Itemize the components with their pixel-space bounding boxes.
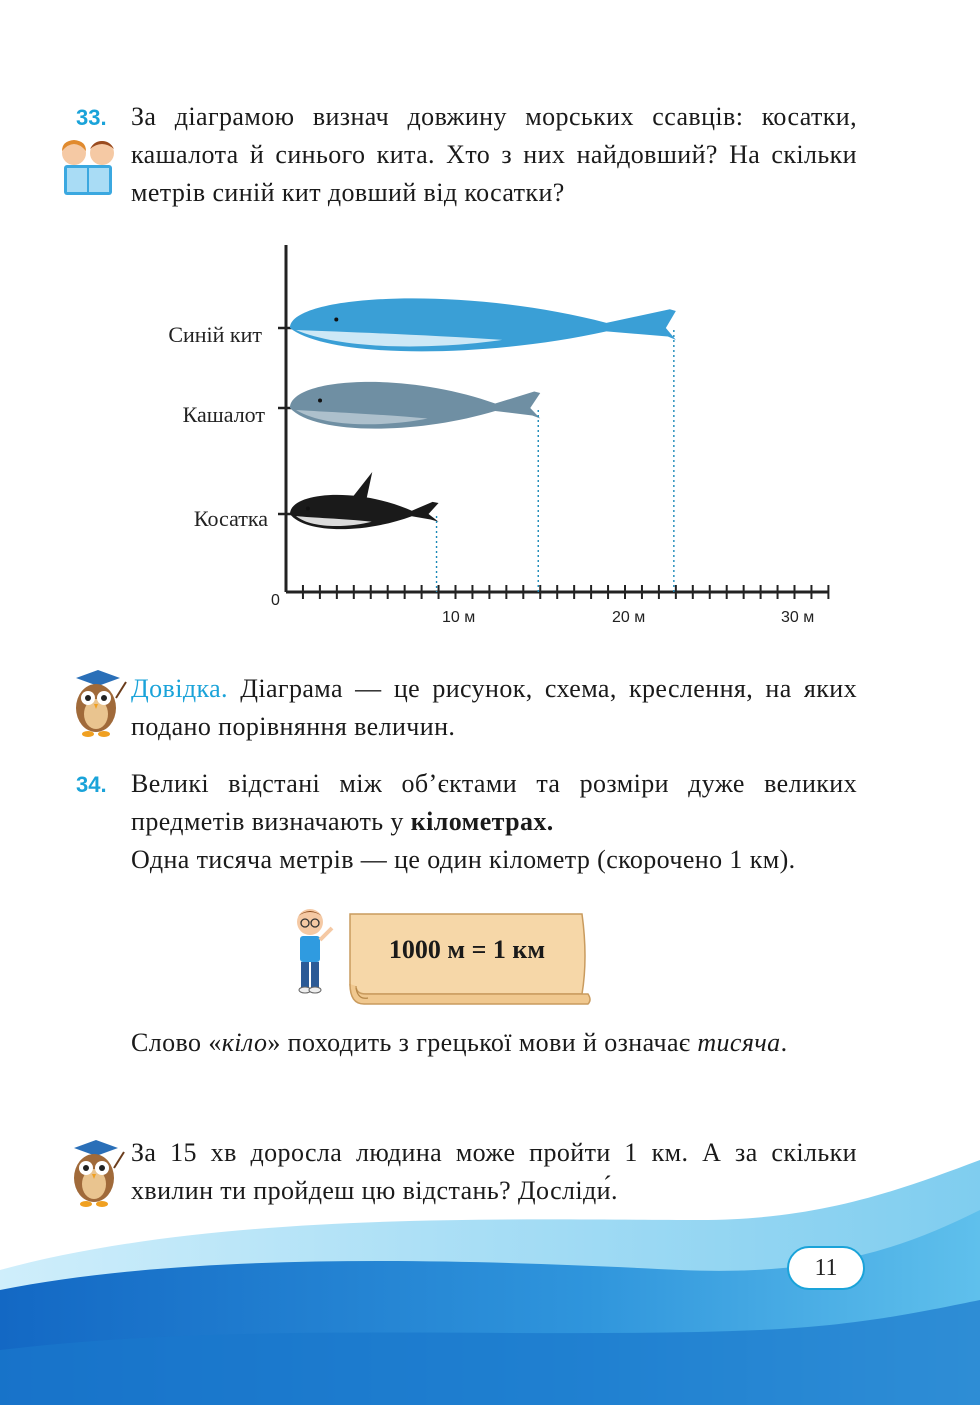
kilo-paragraph [131,1024,857,1062]
kilo-after: . [780,1028,788,1057]
boy-pointing-icon [284,906,336,996]
task-33-number: 33. [76,105,107,130]
task-34-text-part1: Великі відстані між об’єктами та розміри дуже великих предметів визначають у [131,769,857,836]
category-label-blue-whale: Синій кит [168,322,262,347]
x-tick-label-20: 20 м [612,609,646,626]
x-tick-label-0: 0 [271,592,280,609]
task-33-text: За діаграмою визнач довжину морських ссавців: косатки, кашалота й синього кита. Хто з них найдовший? На скільки метрів синій кит довший від косатки? [131,102,857,207]
kilo-italic-meaning: тисяча [697,1028,781,1057]
task-34-text-part2: Одна тисяча метрів — це один кілометр (скорочено 1 км). [131,845,796,874]
x-tick-label-10: 10 м [442,609,476,626]
kilo-before: Слово « [131,1028,222,1057]
kilo-italic-word: кіло [221,1028,268,1057]
sperm-whale-eye [318,399,322,403]
blue-whale-bar [290,298,676,351]
category-label-orca: Косатка [193,506,268,531]
task-34-text [131,765,857,841]
owl-teacher-icon [64,668,128,740]
page-number: 11 [787,1246,865,1290]
owl-teacher-icon-2 [62,1138,126,1210]
orca-eye [306,507,310,511]
kilo-middle: » походить з грецької мови й означає [267,1028,698,1057]
scroll-text: 1000 м = 1 км [388,935,546,964]
x-tick-label-30: 30 м [781,609,815,626]
hint-text: Діаграма — це рисунок, схема, креслення, на яких подано порівняння величин. [131,674,857,741]
sperm-whale-bar [290,382,540,429]
task-34-text-bold: кілометрах. [410,807,554,836]
hint-title: Довідка. [131,674,228,703]
marine-mammals-chart [0,230,860,640]
orca-bar [290,495,439,529]
task-34-number: 34. [76,772,107,797]
blue-whale-eye [334,318,338,322]
category-label-sperm-whale: Кашалот [182,402,265,427]
hint-paragraph [131,670,857,746]
research-text: За 15 хв доросла людина може пройти 1 км. А за скільки хвилин ти пройдеш цю відстань? Досліди́. [131,1138,857,1205]
kids-reading-icon [50,137,126,197]
